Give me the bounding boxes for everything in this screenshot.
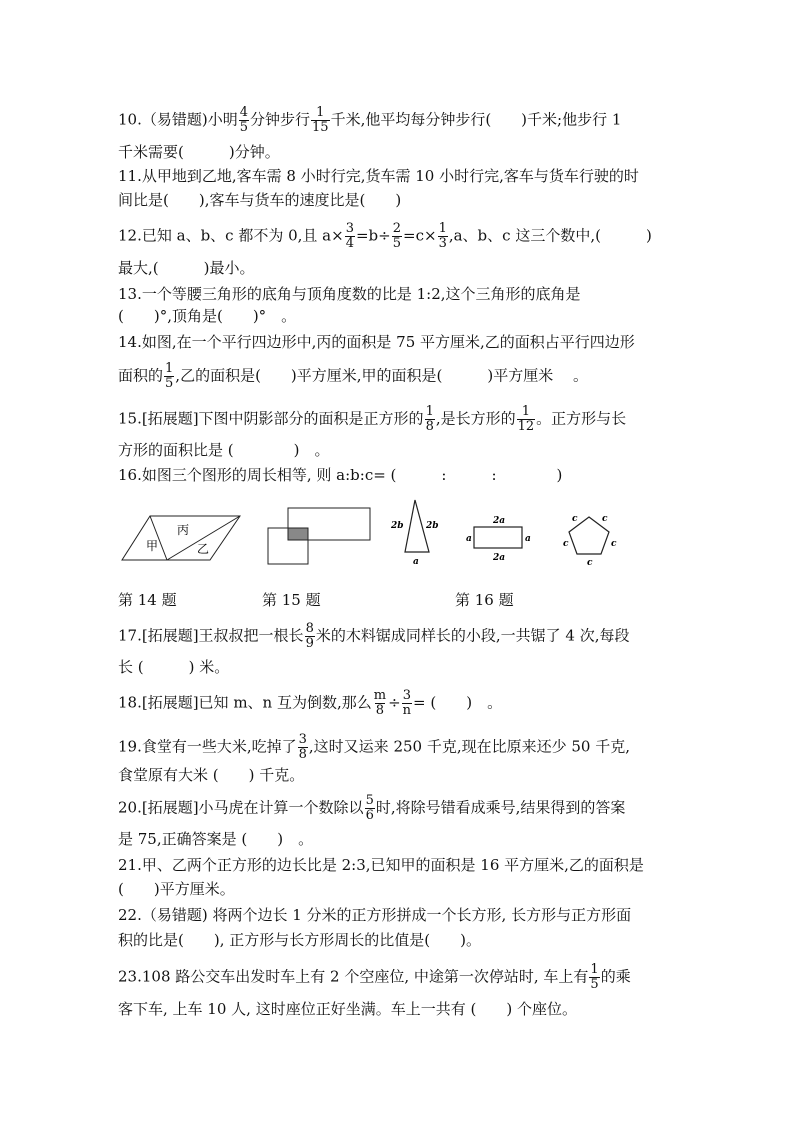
q22-line1: 22.（易错题) 将两个边长 1 分米的正方形拼成一个长方形, 长方形与正方形面 <box>118 906 632 924</box>
caption-15: 第 15 题 <box>262 591 321 609</box>
q12-line2: 最大,( )最小。 <box>118 259 255 277</box>
divider-line <box>150 516 167 560</box>
fraction: $\frac{1}{12}$ <box>517 404 535 434</box>
triangle-right-label: 2b <box>426 521 439 531</box>
label-yi: 乙 <box>197 542 210 556</box>
q23-line1: 23.108 路公交车出发时车上有 2 个空座位, 中途第一次停站时, 车上有 $\frac{1}{5}$ 的乘 <box>118 962 631 992</box>
fraction: $\frac{2}{5}$ <box>392 221 402 251</box>
fraction: $\frac{1}{5}$ <box>590 962 599 992</box>
pentagon-right-label: c <box>611 539 617 549</box>
q21-line1: 21.甲、乙两个正方形的边长比是 2:3,已知甲的面积是 16 平方厘米,乙的面积是 <box>118 856 644 874</box>
fraction: $\frac{1}{8}$ <box>425 404 434 434</box>
fraction: $\frac{1}{3}$ <box>438 221 447 251</box>
rect-bottom-label: 2a <box>493 553 506 563</box>
fraction: $\frac{4}{5}$ <box>239 105 248 135</box>
fraction: $\frac{1}{5}$ <box>165 361 174 391</box>
shaded-region <box>288 528 308 540</box>
triangle-left-label: 2b <box>391 521 404 531</box>
label-bing: 丙 <box>177 523 190 537</box>
rectangle-figure <box>474 527 522 548</box>
q17-line1: 17.[拓展题]王叔叔把一根长 $\frac{8}{9}$ 米的木料锯成同样长的小段,一共锯了 4 次,每段 <box>118 621 630 651</box>
caption-16: 第 16 题 <box>455 591 514 609</box>
triangle-base-label: a <box>413 557 419 567</box>
fraction: $\frac{1}{15}$ <box>312 105 329 135</box>
q14-line1: 14.如图,在一个平行四边形中,丙的面积是 75 平方厘米,乙的面积占平行四边形 <box>118 333 635 351</box>
q11-line2: 间比是( ),客车与货车的速度比是( ) <box>118 191 402 209</box>
pentagon-tl-label: c <box>572 514 578 524</box>
pentagon-tr-label: c <box>602 514 608 524</box>
caption-14: 第 14 题 <box>118 591 177 609</box>
q15-line1: 15.[拓展题]下图中阴影部分的面积是正方形的 $\frac{1}{8}$ ,是长方形的 $\frac{1}{12}$ 。正方形与长 <box>118 404 627 434</box>
fraction: $\frac{3}{n}$ <box>402 688 412 718</box>
label-jia: 甲 <box>146 539 159 553</box>
q19-line2: 食堂原有大米 ( ) 千克。 <box>118 766 305 784</box>
square-rectangle-figure <box>268 508 370 564</box>
q12-line1: 12.已知 a、b、c 都不为 0,且 a× $\frac{3}{4}$ =b÷ $\frac{2}{5}$ =c× $\frac{1}{3}$ ,a、b、c 这三个数中,( ) <box>118 221 652 251</box>
rect-right-label: a <box>525 534 531 544</box>
q18-line1: 18.[拓展题]已知 m、n 互为倒数,那么 $\frac{m}{8}$ ÷ $\frac{3}{n}$ = ( ) 。 <box>118 688 503 718</box>
q21-line2: ( )平方厘米。 <box>118 880 235 898</box>
fraction: $\frac{5}{6}$ <box>365 793 374 823</box>
q23-line2: 客下车, 上车 10 人, 这时座位正好坐满。车上一共有 ( ) 个座位。 <box>118 1000 577 1018</box>
rect-left-label: a <box>466 534 472 544</box>
q14-line2: 面积的 $\frac{1}{5}$ ,乙的面积是( )平方厘米,甲的面积是( )平方厘米 。 <box>118 361 589 391</box>
pentagon-bottom-label: c <box>587 558 593 568</box>
q11-line1: 11.从甲地到乙地,客车需 8 小时行完,货车需 10 小时行完,客车与货车行驶的时 <box>118 167 639 185</box>
q13-line2: ( )°,顶角是( )° 。 <box>118 307 297 325</box>
fraction: $\frac{8}{9}$ <box>305 621 314 651</box>
q19-line1: 19.食堂有一些大米,吃掉了 $\frac{3}{8}$ ,这时又运来 250 千克,现在比原来还少 50 千克, <box>118 732 631 762</box>
q10-line1: 10.（易错题)小明 $\frac{4}{5}$ 分钟步行 $\frac{1}{15}$ 千米,他平均每分钟步行( )千米;他步行 1 <box>118 105 622 135</box>
fraction: $\frac{3}{8}$ <box>298 732 307 762</box>
q10-line2: 千米需要( )分钟。 <box>118 143 280 161</box>
fraction: $\frac{3}{4}$ <box>345 221 354 251</box>
q20-line2: 是 75,正确答案是 ( ) 。 <box>118 830 314 848</box>
q22-line2: 积的比是( ), 正方形与长方形周长的比值是( )。 <box>118 931 481 949</box>
q17-line2: 长 ( ) 米。 <box>118 658 230 676</box>
q20-line1: 20.[拓展题]小马虎在计算一个数除以 $\frac{5}{6}$ 时,将除号错看成乘号,结果得到的答案 <box>118 793 626 823</box>
pentagon-left-label: c <box>563 539 569 549</box>
q16-line1: 16.如图三个图形的周长相等, 则 a:b:c= ( : : ) <box>118 466 563 484</box>
rect-top-label: 2a <box>493 516 506 526</box>
q13-line1: 13.一个等腰三角形的底角与顶角度数的比是 1:2,这个三角形的底角是 <box>118 285 581 303</box>
q15-line2: 方形的面积比是 ( ) 。 <box>118 441 330 459</box>
fraction: $\frac{m}{8}$ <box>373 688 387 718</box>
